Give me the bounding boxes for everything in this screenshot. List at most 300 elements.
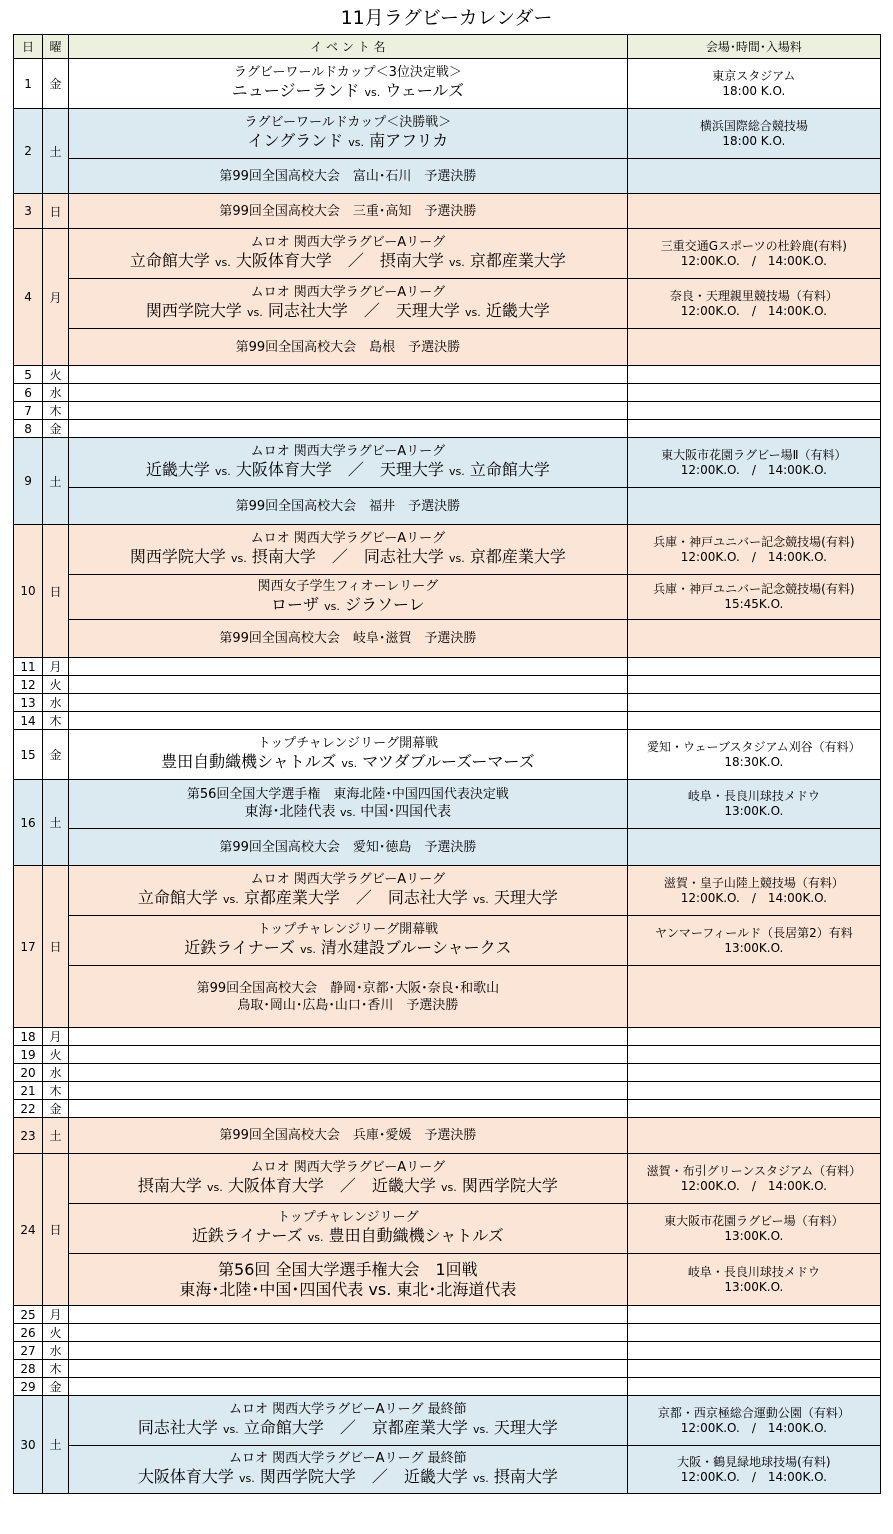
venue-cell bbox=[627, 780, 880, 829]
venue-cell bbox=[627, 1100, 880, 1118]
venue-name: 滋賀・皇子山陸上競技場（有料） bbox=[663, 875, 844, 890]
event-cell: 第99回全国高校大会 島根 予選決勝 bbox=[69, 329, 628, 366]
day-cell: 23 bbox=[14, 1118, 43, 1154]
day-cell: 16 bbox=[14, 780, 43, 866]
table-row bbox=[14, 229, 881, 279]
venue-time: 18:00 K.O. bbox=[722, 83, 786, 98]
venue-cell bbox=[627, 384, 880, 402]
vs-label: vs. bbox=[324, 599, 340, 613]
team: ローザ bbox=[271, 594, 320, 614]
table-row bbox=[14, 420, 881, 438]
venue-time: 13:00K.O. bbox=[724, 804, 784, 818]
vs-label: vs. bbox=[222, 893, 239, 906]
venue-cell bbox=[627, 1378, 880, 1396]
venue-time: 12:00K.O. / 14:00K.O. bbox=[680, 1420, 827, 1435]
event-cell bbox=[69, 658, 628, 676]
event-cell bbox=[69, 1306, 628, 1324]
venue-cell bbox=[627, 109, 880, 159]
venue-cell bbox=[627, 366, 880, 384]
table-row bbox=[14, 575, 881, 620]
event-cell: 第99回全国高校大会 兵庫･愛媛 予選決勝 bbox=[69, 1118, 628, 1154]
table-row bbox=[14, 438, 881, 488]
event-cell bbox=[69, 1046, 628, 1064]
event-cell bbox=[69, 694, 628, 712]
event-cell: 第99回全国高校大会 福井 予選決勝 bbox=[69, 488, 628, 525]
table-row bbox=[14, 59, 881, 109]
event-subtitle: 関西女子学生フィオーレリーグ bbox=[257, 578, 439, 594]
table-row bbox=[14, 402, 881, 420]
event-cell: 第99回全国高校大会 愛知･徳島 予選決勝 bbox=[69, 829, 628, 866]
venue-name: 滋賀・布引グリーンスタジアム（有料） bbox=[646, 1163, 862, 1178]
table-row bbox=[14, 1396, 881, 1446]
event-cell bbox=[69, 1342, 628, 1360]
venue-cell bbox=[627, 676, 880, 694]
vs-label: vs. bbox=[341, 757, 358, 770]
team: 京都産業大学 bbox=[371, 1418, 468, 1437]
venue-cell bbox=[627, 694, 880, 712]
team: 摂南大学 bbox=[379, 251, 444, 270]
team-left: ニュージーランド bbox=[231, 81, 360, 100]
table-row bbox=[14, 829, 881, 866]
vs-label: vs. bbox=[473, 1472, 489, 1485]
venue-time: 12:00K.O. / 14:00K.O. bbox=[680, 1469, 827, 1484]
team: 近鉄ライナーズ bbox=[191, 1226, 303, 1245]
venue-name: 兵庫・神戸ユニバー記念競技場(有料) bbox=[653, 534, 855, 549]
vs-label: vs. bbox=[473, 893, 489, 906]
event-subtitle: ムロオ 関西大学ラグビーAリーグ bbox=[250, 531, 446, 546]
venue-cell bbox=[627, 59, 880, 109]
venue-cell bbox=[627, 159, 880, 194]
event-subtitle: ムロオ 関西大学ラグビーAリーグ bbox=[250, 1160, 446, 1175]
header-row bbox=[14, 35, 881, 59]
dow-cell: 土 bbox=[43, 780, 69, 866]
venue-cell bbox=[627, 488, 880, 525]
vs-label: vs. bbox=[246, 306, 263, 319]
event-cell bbox=[69, 420, 628, 438]
day-cell: 29 bbox=[14, 1378, 43, 1396]
dow-cell: 土 bbox=[43, 1396, 69, 1494]
venue-time: 13:00K.O. bbox=[724, 940, 784, 955]
venue-time: 13:00K.O. bbox=[724, 1279, 784, 1294]
table-row bbox=[14, 1204, 881, 1254]
vs-label: vs. bbox=[465, 306, 481, 319]
day-cell: 3 bbox=[14, 194, 43, 229]
dow-cell: 水 bbox=[43, 384, 69, 402]
dow-cell: 金 bbox=[43, 1378, 69, 1396]
event-cell bbox=[69, 279, 628, 329]
venue-cell bbox=[627, 194, 880, 229]
table-row bbox=[14, 866, 881, 916]
venue-cell bbox=[627, 525, 880, 575]
team: 立命館大学 bbox=[243, 1418, 324, 1437]
venue-name: 兵庫・神戸ユニバー記念競技場(有料) bbox=[653, 582, 855, 596]
team: 近畿大学 bbox=[371, 1176, 436, 1195]
event-line: 第56回 全国大学選手権大会 1回戦 bbox=[218, 1259, 478, 1279]
team: 関西学院大学 bbox=[461, 1176, 558, 1195]
event-cell bbox=[69, 966, 628, 1028]
table-row bbox=[14, 916, 881, 966]
separator: ／ bbox=[339, 1418, 356, 1437]
day-cell: 7 bbox=[14, 402, 43, 420]
day-cell: 27 bbox=[14, 1342, 43, 1360]
team-left: イングランド bbox=[247, 131, 344, 150]
vs-label: vs. bbox=[473, 1423, 489, 1436]
event-line: 東海･北陸･中国･四国代表 vs. 東北･北海道代表 bbox=[179, 1279, 517, 1299]
team: 近鉄ライナーズ bbox=[184, 938, 295, 957]
vs-label: vs. bbox=[300, 943, 316, 956]
day-cell: 9 bbox=[14, 438, 43, 525]
event-cell: 第99回全国高校大会 岐阜･滋賀 予選決勝 bbox=[69, 620, 628, 658]
table-row bbox=[14, 194, 881, 229]
venue-cell bbox=[627, 1204, 880, 1254]
event-subtitle: ムロオ 関西大学ラグビーAリーグ bbox=[250, 444, 446, 459]
team: 清水建設ブルーシャークス bbox=[320, 938, 512, 957]
venue-cell bbox=[627, 1254, 880, 1306]
venue-cell bbox=[627, 916, 880, 966]
dow-cell: 月 bbox=[43, 229, 69, 366]
team: 摂南大学 bbox=[251, 547, 316, 566]
team: 東海･北陸代表 bbox=[244, 804, 336, 820]
day-cell: 18 bbox=[14, 1028, 43, 1046]
event-cell bbox=[69, 384, 628, 402]
vs-label: vs. bbox=[214, 465, 231, 478]
separator: ／ bbox=[355, 888, 372, 907]
event-cell: 第99回全国高校大会 三重･高知 予選決勝 bbox=[69, 194, 628, 229]
event-cell bbox=[69, 1396, 628, 1446]
venue-name: 岐阜・長良川球技メドウ bbox=[687, 789, 820, 803]
venue-time: 12:00K.O. / 14:00K.O. bbox=[680, 303, 827, 318]
day-cell: 14 bbox=[14, 712, 43, 730]
event-cell bbox=[69, 525, 628, 575]
table-row bbox=[14, 1118, 881, 1154]
team: 関西学院大学 bbox=[129, 547, 226, 566]
vs-label: vs. bbox=[449, 256, 465, 269]
team: 天理大学 bbox=[493, 1418, 558, 1437]
dow-cell: 金 bbox=[43, 420, 69, 438]
event-cell bbox=[69, 575, 628, 620]
vs-label: vs. bbox=[307, 1231, 324, 1244]
venue-time: 12:00K.O. / 14:00K.O. bbox=[680, 253, 827, 268]
venue-cell bbox=[627, 1118, 880, 1154]
table-row bbox=[14, 1324, 881, 1342]
table-row bbox=[14, 658, 881, 676]
day-cell: 22 bbox=[14, 1100, 43, 1118]
venue-cell bbox=[627, 1082, 880, 1100]
table-row bbox=[14, 694, 881, 712]
event-cell bbox=[69, 730, 628, 780]
venue-cell bbox=[627, 1342, 880, 1360]
event-cell bbox=[69, 366, 628, 384]
vs-label: vs. bbox=[339, 806, 356, 819]
dow-cell: 日 bbox=[43, 194, 69, 229]
vs-label: vs. bbox=[206, 1181, 223, 1194]
table-row bbox=[14, 1254, 881, 1306]
venue-cell bbox=[627, 329, 880, 366]
venue-cell bbox=[627, 658, 880, 676]
event-subtitle: トップチャレンジリーグ bbox=[277, 1210, 419, 1225]
table-row bbox=[14, 366, 881, 384]
separator: ／ bbox=[331, 547, 348, 566]
event-subtitle: ムロオ 関西大学ラグビーAリーグ bbox=[250, 285, 446, 300]
table-row bbox=[14, 730, 881, 780]
venue-cell bbox=[627, 1028, 880, 1046]
team: 中国･四国代表 bbox=[360, 804, 452, 820]
event-cell bbox=[69, 1082, 628, 1100]
dow-cell: 水 bbox=[43, 694, 69, 712]
dow-cell: 日 bbox=[43, 1154, 69, 1306]
event-cell bbox=[69, 1204, 628, 1254]
table-row bbox=[14, 1378, 881, 1396]
event-line: 鳥取･岡山･広島･山口･香川 予選決勝 bbox=[237, 997, 459, 1013]
day-cell: 25 bbox=[14, 1306, 43, 1324]
event-cell bbox=[69, 1378, 628, 1396]
team: ジラソーレ bbox=[345, 594, 425, 614]
dow-cell: 水 bbox=[43, 1342, 69, 1360]
dow-cell: 金 bbox=[43, 1100, 69, 1118]
team: 近畿大学 bbox=[145, 460, 210, 479]
table-row bbox=[14, 159, 881, 194]
table-row bbox=[14, 329, 881, 366]
day-cell: 4 bbox=[14, 229, 43, 366]
team: 立命館大学 bbox=[137, 888, 218, 907]
day-cell: 8 bbox=[14, 420, 43, 438]
dow-cell: 木 bbox=[43, 1360, 69, 1378]
vs-label: vs. bbox=[348, 136, 364, 149]
table-row bbox=[14, 1446, 881, 1494]
table-row bbox=[14, 525, 881, 575]
calendar-table bbox=[13, 34, 881, 1494]
day-cell: 17 bbox=[14, 866, 43, 1028]
table-row bbox=[14, 676, 881, 694]
team: 摂南大学 bbox=[137, 1176, 202, 1195]
event-subtitle: トップチャレンジリーグ開幕戦 bbox=[257, 922, 439, 937]
venue-cell bbox=[627, 1324, 880, 1342]
header-day: 日 bbox=[14, 35, 43, 59]
venue-cell bbox=[627, 279, 880, 329]
day-cell: 10 bbox=[14, 525, 43, 658]
team: マツダブルーズーマーズ bbox=[362, 752, 535, 771]
table-row bbox=[14, 109, 881, 159]
header-venue: 会場･時間･入場料 bbox=[627, 35, 880, 59]
venue-cell bbox=[627, 1046, 880, 1064]
team: 天理大学 bbox=[493, 888, 558, 907]
separator: ／ bbox=[339, 1176, 356, 1195]
vs-label: vs. bbox=[214, 256, 231, 269]
table-row bbox=[14, 1100, 881, 1118]
event-cell bbox=[69, 1254, 628, 1306]
day-cell: 5 bbox=[14, 366, 43, 384]
dow-cell: 水 bbox=[43, 1064, 69, 1082]
dow-cell: 火 bbox=[43, 1046, 69, 1064]
team: 関西学院大学 bbox=[145, 301, 242, 320]
table-row bbox=[14, 1082, 881, 1100]
team: 大阪体育大学 bbox=[235, 460, 332, 479]
vs-label: vs. bbox=[449, 552, 465, 565]
venue-cell bbox=[627, 438, 880, 488]
event-cell bbox=[69, 1064, 628, 1082]
event-subtitle: ラグビーワールドカップ＜決勝戦＞ bbox=[244, 115, 452, 130]
dow-cell: 木 bbox=[43, 1082, 69, 1100]
event-subtitle: トップチャレンジリーグ開幕戦 bbox=[257, 736, 439, 751]
dow-cell: 日 bbox=[43, 525, 69, 658]
venue-time: 12:00K.O. / 14:00K.O. bbox=[680, 462, 827, 477]
vs-label: vs. bbox=[238, 1472, 255, 1485]
day-cell: 20 bbox=[14, 1064, 43, 1082]
team: 豊田自動織機シャトルズ bbox=[161, 752, 337, 771]
table-row bbox=[14, 712, 881, 730]
team-right: 南アフリカ bbox=[369, 131, 449, 150]
calendar-title: 11月ラグビーカレンダー bbox=[340, 7, 553, 29]
team: 摂南大学 bbox=[493, 1467, 558, 1486]
venue-time: 12:00K.O. / 14:00K.O. bbox=[680, 890, 827, 905]
header-event: イ ベ ン ト 名 bbox=[69, 35, 628, 59]
venue-name: 東大阪市花園ラグビー場Ⅱ（有料） bbox=[661, 447, 847, 462]
day-cell: 24 bbox=[14, 1154, 43, 1306]
venue-cell bbox=[627, 420, 880, 438]
day-cell: 11 bbox=[14, 658, 43, 676]
vs-label: vs. bbox=[222, 1423, 239, 1436]
team-right: ウェールズ bbox=[385, 81, 464, 100]
venue-cell bbox=[627, 1154, 880, 1204]
team: 関西学院大学 bbox=[259, 1467, 356, 1486]
dow-cell: 火 bbox=[43, 676, 69, 694]
day-cell: 26 bbox=[14, 1324, 43, 1342]
separator: ／ bbox=[347, 460, 364, 479]
team: 大阪体育大学 bbox=[137, 1467, 234, 1486]
separator: ／ bbox=[371, 1467, 388, 1486]
venue-cell bbox=[627, 730, 880, 780]
event-subtitle: ムロオ 関西大学ラグビーAリーグ bbox=[250, 235, 446, 250]
venue-cell bbox=[627, 712, 880, 730]
team: 同志社大学 bbox=[363, 547, 444, 566]
team: 豊田自動織機シャトルズ bbox=[328, 1226, 504, 1245]
event-subtitle: ラグビーワールドカップ＜3位決定戦＞ bbox=[233, 65, 462, 80]
table-row bbox=[14, 1154, 881, 1204]
event-cell bbox=[69, 1028, 628, 1046]
vs-label: vs. bbox=[441, 1181, 457, 1194]
event-cell bbox=[69, 59, 628, 109]
venue-cell bbox=[627, 829, 880, 866]
dow-cell: 日 bbox=[43, 866, 69, 1028]
venue-time: 12:00K.O. / 14:00K.O. bbox=[680, 1178, 827, 1193]
event-cell bbox=[69, 780, 628, 829]
day-cell: 2 bbox=[14, 109, 43, 194]
event-cell: 第99回全国高校大会 富山･石川 予選決勝 bbox=[69, 159, 628, 194]
team: 大阪体育大学 bbox=[235, 251, 332, 270]
table-row bbox=[14, 780, 881, 829]
team: 天理大学 bbox=[395, 301, 460, 320]
venue-name: 東大阪市花園ラグビー場（有料） bbox=[664, 1213, 844, 1228]
day-cell: 15 bbox=[14, 730, 43, 780]
event-cell bbox=[69, 1360, 628, 1378]
dow-cell: 月 bbox=[43, 1028, 69, 1046]
team: 大阪体育大学 bbox=[227, 1176, 324, 1195]
venue-cell bbox=[627, 1306, 880, 1324]
venue-cell bbox=[627, 620, 880, 658]
event-cell bbox=[69, 109, 628, 159]
venue-cell bbox=[627, 1360, 880, 1378]
event-cell bbox=[69, 1100, 628, 1118]
day-cell: 6 bbox=[14, 384, 43, 402]
table-row bbox=[14, 384, 881, 402]
dow-cell: 月 bbox=[43, 1306, 69, 1324]
day-cell: 30 bbox=[14, 1396, 43, 1494]
dow-cell: 金 bbox=[43, 59, 69, 109]
venue-cell bbox=[627, 229, 880, 279]
day-cell: 28 bbox=[14, 1360, 43, 1378]
table-row bbox=[14, 966, 881, 1028]
event-line: 第99回全国高校大会 静岡･京都･大阪･奈良･和歌山 bbox=[196, 980, 500, 996]
vs-label: vs. bbox=[364, 86, 381, 99]
team: 京都産業大学 bbox=[469, 251, 566, 270]
event-cell bbox=[69, 438, 628, 488]
dow-cell: 金 bbox=[43, 730, 69, 780]
dow-cell: 土 bbox=[43, 109, 69, 194]
dow-cell: 火 bbox=[43, 1324, 69, 1342]
vs-label: vs. bbox=[230, 552, 247, 565]
day-cell: 13 bbox=[14, 694, 43, 712]
event-cell bbox=[69, 1446, 628, 1494]
venue-cell bbox=[627, 1064, 880, 1082]
venue-cell bbox=[627, 1446, 880, 1494]
event-cell bbox=[69, 712, 628, 730]
event-cell bbox=[69, 866, 628, 916]
venue-time: 18:30K.O. bbox=[724, 754, 784, 769]
day-cell: 19 bbox=[14, 1046, 43, 1064]
table-row bbox=[14, 1028, 881, 1046]
team: 近畿大学 bbox=[485, 301, 550, 320]
day-cell: 1 bbox=[14, 59, 43, 109]
dow-cell: 土 bbox=[43, 438, 69, 525]
venue-name: 東京スタジアム bbox=[712, 68, 796, 83]
venue-name: 大阪・鶴見緑地球技場(有料) bbox=[677, 1454, 831, 1469]
venue-cell bbox=[627, 866, 880, 916]
event-cell bbox=[69, 402, 628, 420]
day-cell: 21 bbox=[14, 1082, 43, 1100]
table-row bbox=[14, 1360, 881, 1378]
venue-cell bbox=[627, 1396, 880, 1446]
table-row bbox=[14, 1064, 881, 1082]
table-row bbox=[14, 279, 881, 329]
team: 立命館大学 bbox=[469, 460, 550, 479]
event-cell bbox=[69, 1324, 628, 1342]
event-subtitle: ムロオ 関西大学ラグビーAリーグ 最終節 bbox=[229, 1402, 467, 1417]
team: 同志社大学 bbox=[387, 888, 468, 907]
table-row bbox=[14, 620, 881, 658]
event-subtitle: ムロオ 関西大学ラグビーAリーグ bbox=[250, 872, 446, 887]
team: 同志社大学 bbox=[137, 1418, 218, 1437]
dow-cell: 木 bbox=[43, 712, 69, 730]
venue-name: 京都・西京極総合運動公園（有料） bbox=[657, 1405, 850, 1420]
dow-cell: 土 bbox=[43, 1118, 69, 1154]
venue-name: 奈良・天理親里競技場（有料） bbox=[669, 288, 838, 303]
event-cell bbox=[69, 676, 628, 694]
event-subtitle: ムロオ 関西大学ラグビーAリーグ 最終節 bbox=[229, 1451, 467, 1466]
team: 近畿大学 bbox=[403, 1467, 468, 1486]
venue-cell bbox=[627, 402, 880, 420]
table-row bbox=[14, 488, 881, 525]
dow-cell: 火 bbox=[43, 366, 69, 384]
venue-time: 12:00K.O. / 14:00K.O. bbox=[680, 549, 827, 564]
vs-label: vs. bbox=[449, 465, 465, 478]
header-dow: 曜 bbox=[43, 35, 69, 59]
venue-name: 三重交通Gスポーツの杜鈴鹿(有料) bbox=[660, 238, 847, 253]
team: 立命館大学 bbox=[129, 251, 210, 270]
dow-cell: 木 bbox=[43, 402, 69, 420]
venue-cell bbox=[627, 966, 880, 1028]
venue-cell bbox=[627, 575, 880, 620]
venue-time: 13:00K.O. bbox=[724, 1228, 784, 1243]
